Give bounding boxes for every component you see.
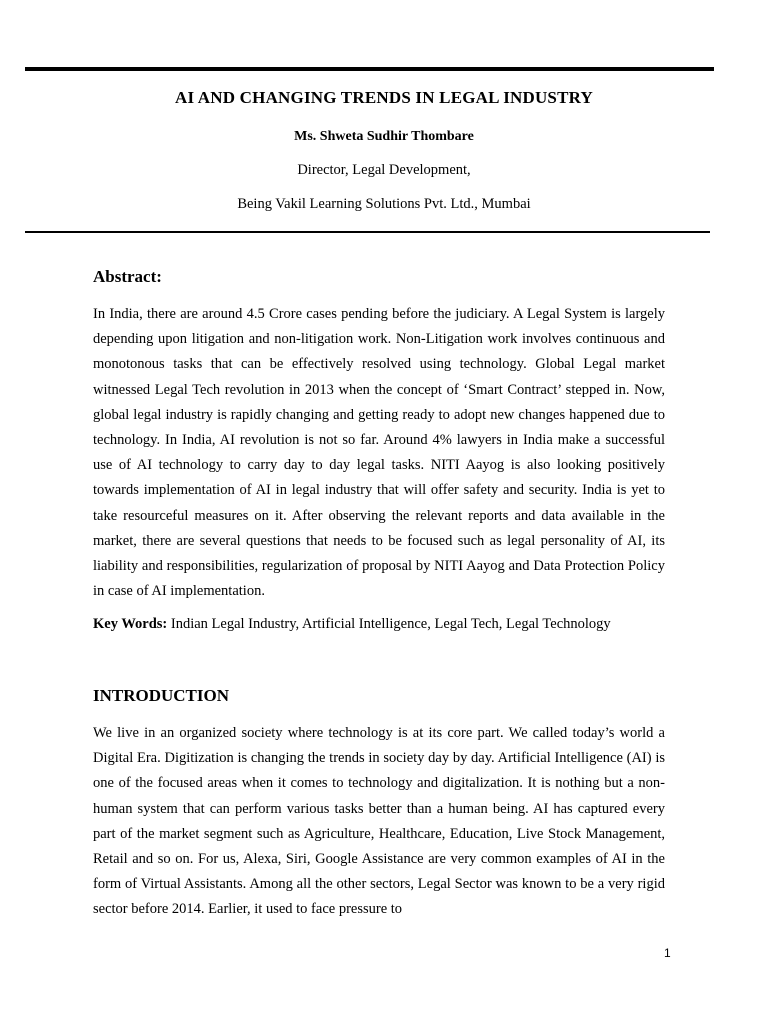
keywords-text: Indian Legal Industry, Artificial Intelligence, Legal Tech, Legal Technology xyxy=(167,616,611,632)
header-top-rule xyxy=(25,67,714,71)
keywords-label: Key Words: xyxy=(93,616,168,632)
abstract-heading: Abstract: xyxy=(93,267,162,286)
introduction-text: We live in an organized society where technology is at its core part. We called today’s world a Digital Era. Digitization is changing the trends in society day by day. Artificial Intelligence (AI) is one of the focused areas when it comes to technology and digitalization. It is nothing but a non-human system that can perform various tasks better than a human being. AI has captured every part of the market segment such as Agriculture, Healthcare, Education, Live Stock Management, Retail and so on. For us, Alexa, Siri, Google Assistance are very common examples of AI in the form of Virtual Assistants. Among all the other sectors, Legal Sector was known to be a very rigid sector before 2014. Earlier, it used to face pressure to xyxy=(93,725,665,918)
abstract-text: In India, there are around 4.5 Crore cases pending before the judiciary. A Legal System is largely depending upon litigation and non-litigation work. Non-Litigation work involves continuous and monotonous tasks that can be effectively resolved using technology. Global Legal market witnessed Legal Tech revolution in 2013 when the concept of ‘Smart Contract’ stepped in. Now, global legal industry is rapidly changing and getting ready to adopt new changes happened due to technology. In India, AI revolution is not so far. Around 4% lawyers in India make a successful use of AI technology to carry day to day legal tasks. NITI Aayog is also looking positively towards implementation of AI in legal industry that will offer safety and security. India is yet to take resourceful measures on it. After observing the relevant reports and data available in the market, there are several questions that needs to be focused such as legal personality of AI, its liability and responsibilities, regularization of proposal by NITI Aayog and Data Protection Policy in case of AI implementation. xyxy=(93,306,665,600)
header-bottom-rule xyxy=(25,231,710,233)
keywords-line xyxy=(93,616,611,633)
author-affiliation: Being Vakil Learning Solutions Pvt. Ltd., Mumbai xyxy=(237,196,531,212)
page-number: 1 xyxy=(664,946,671,960)
introduction-heading: INTRODUCTION xyxy=(93,686,230,705)
author-name: Ms. Shweta Sudhir Thombare xyxy=(294,129,474,144)
paper-title: AI AND CHANGING TRENDS IN LEGAL INDUSTRY xyxy=(174,88,593,107)
author-position: Director, Legal Development, xyxy=(297,162,471,178)
